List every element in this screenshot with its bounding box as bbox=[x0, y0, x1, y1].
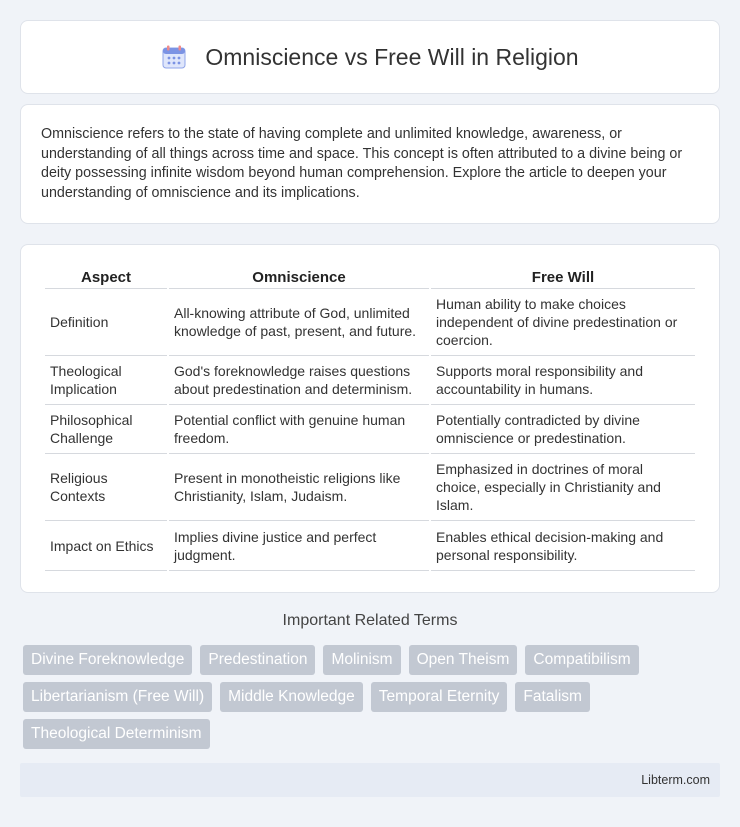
intro-card bbox=[20, 104, 720, 224]
aspect-cell: Theological Implication bbox=[45, 356, 167, 405]
free-will-cell: Potentially contradicted by divine omniscience or predestination. bbox=[431, 405, 695, 454]
omniscience-cell: Present in monotheistic religions like Christianity, Islam, Judaism. bbox=[169, 454, 429, 521]
table-row bbox=[45, 289, 695, 356]
omniscience-cell: Implies divine justice and perfect judgment. bbox=[169, 521, 429, 571]
column-header-omniscience: Omniscience bbox=[169, 265, 429, 289]
title-wrap bbox=[161, 44, 578, 71]
omniscience-cell: Potential conflict with genuine human freedom. bbox=[169, 405, 429, 454]
table-row bbox=[45, 521, 695, 571]
header-card bbox=[20, 20, 720, 94]
column-header-aspect: Aspect bbox=[45, 265, 167, 289]
omniscience-cell: All-knowing attribute of God, unlimited knowledge of past, present, and future. bbox=[169, 289, 429, 356]
footer-site-link[interactable]: Libterm.com bbox=[641, 773, 710, 787]
free-will-cell: Enables ethical decision-making and personal responsibility. bbox=[431, 521, 695, 571]
tag-predestination[interactable]: Predestination bbox=[200, 645, 315, 675]
free-will-cell: Emphasized in doctrines of moral choice, especially in Christianity and Islam. bbox=[431, 454, 695, 521]
tag-open-theism[interactable]: Open Theism bbox=[409, 645, 518, 675]
comparison-table-card bbox=[20, 244, 720, 593]
column-header-free-will: Free Will bbox=[431, 265, 695, 289]
tag-temporal-eternity[interactable]: Temporal Eternity bbox=[371, 682, 508, 712]
calendar-icon bbox=[161, 44, 187, 70]
related-terms-title: Important Related Terms bbox=[282, 612, 458, 629]
intro-text: Omniscience refers to the state of having complete and unlimited knowledge, awareness, or understanding of all things across time and space. This concept is often attributed to a divine being or deity possessing infinite wisdom beyond human comprehension. Explore the article to deepen your understanding of omniscience and its implications. bbox=[41, 126, 683, 201]
tag-divine-foreknowledge[interactable]: Divine Foreknowledge bbox=[23, 645, 192, 675]
tag-libertarianism[interactable]: Libertarianism (Free Will) bbox=[23, 682, 212, 712]
tag-theological-determinism[interactable]: Theological Determinism bbox=[23, 719, 210, 749]
table-row bbox=[45, 405, 695, 454]
table-row bbox=[45, 454, 695, 521]
table-header-row bbox=[45, 265, 695, 289]
table-row bbox=[45, 356, 695, 405]
aspect-cell: Definition bbox=[45, 289, 167, 356]
footer bbox=[20, 763, 720, 797]
tag-compatibilism[interactable]: Compatibilism bbox=[525, 645, 638, 675]
free-will-cell: Human ability to make choices independent of divine predestination or coercion. bbox=[431, 289, 695, 356]
related-terms-tags bbox=[23, 645, 723, 749]
tag-molinism[interactable]: Molinism bbox=[323, 645, 400, 675]
omniscience-cell: God's foreknowledge raises questions about predestination and determinism. bbox=[169, 356, 429, 405]
free-will-cell: Supports moral responsibility and accountability in humans. bbox=[431, 356, 695, 405]
aspect-cell: Impact on Ethics bbox=[45, 521, 167, 571]
aspect-cell: Philosophical Challenge bbox=[45, 405, 167, 454]
comparison-table bbox=[43, 265, 697, 571]
aspect-cell: Religious Contexts bbox=[45, 454, 167, 521]
page-title: Omniscience vs Free Will in Religion bbox=[205, 43, 579, 70]
tag-middle-knowledge[interactable]: Middle Knowledge bbox=[220, 682, 363, 712]
tag-fatalism[interactable]: Fatalism bbox=[515, 682, 590, 712]
